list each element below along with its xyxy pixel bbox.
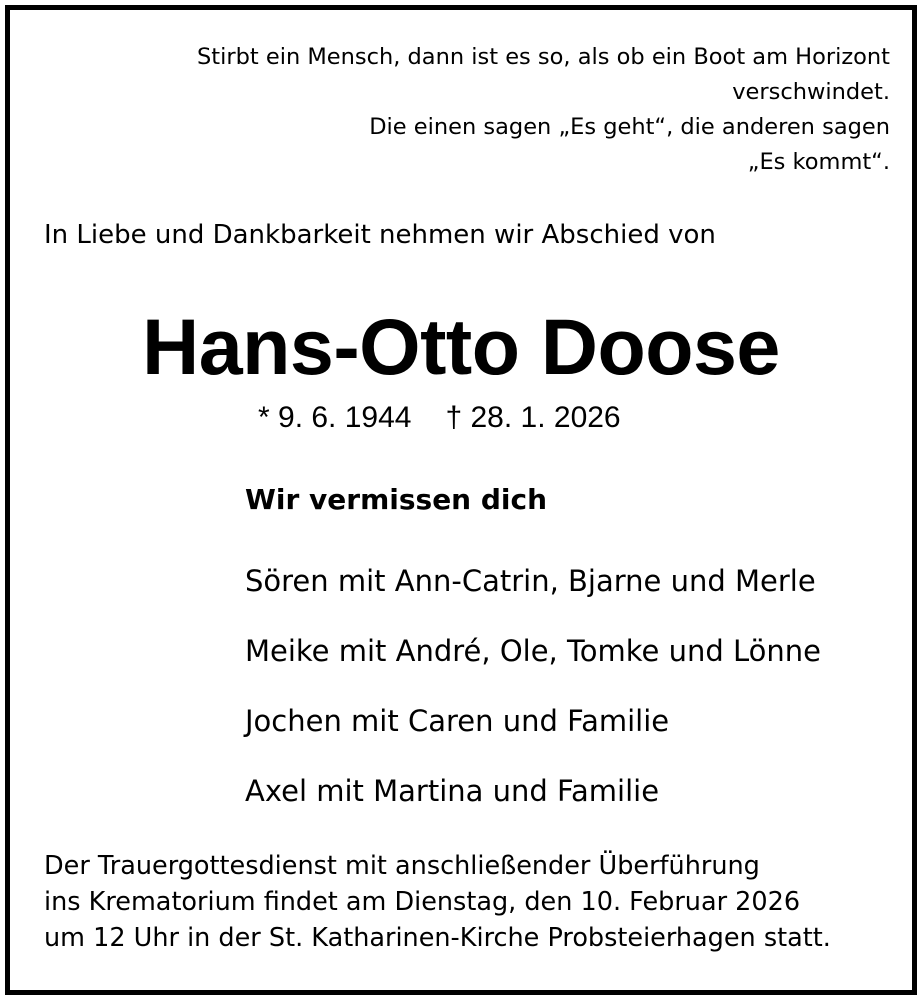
poem-line: „Es kommt“. <box>747 149 890 175</box>
poem-quote <box>130 40 890 180</box>
poem-line: Die einen sagen „Es geht“, die anderen sagen <box>369 114 890 140</box>
life-dates <box>258 398 621 438</box>
farewell-heading: Wir vermissen dich <box>245 483 548 516</box>
service-line: Der Trauergottesdienst mit anschließender Überführung <box>44 851 760 881</box>
mourner-entry: Meike mit André, Ole, Tomke und Lönne <box>245 634 821 668</box>
deceased-name: Hans-Otto Doose <box>142 302 780 391</box>
mourners-list <box>245 561 821 841</box>
mourner-entry: Sören mit Ann-Catrin, Bjarne und Merle <box>245 564 816 598</box>
service-line: ins Krematorium findet am Dienstag, den 10. Februar 2026 <box>44 887 801 917</box>
death-date: † 28. 1. 2026 <box>445 401 621 434</box>
mourner-entry: Jochen mit Caren und Familie <box>245 704 670 738</box>
service-info <box>44 848 831 956</box>
intro-text: In Liebe und Dankbarkeit nehmen wir Abschied von <box>44 220 716 250</box>
birth-date: * 9. 6. 1944 <box>258 401 412 434</box>
obituary-notice <box>5 5 917 995</box>
mourner-entry: Axel mit Martina und Familie <box>245 774 660 808</box>
poem-line: Stirbt ein Mensch, dann ist es so, als ob ein Boot am Horizont <box>196 44 890 70</box>
poem-line: verschwindet. <box>732 79 890 105</box>
service-line: um 12 Uhr in der St. Katharinen-Kirche Probsteierhagen statt. <box>44 923 831 953</box>
